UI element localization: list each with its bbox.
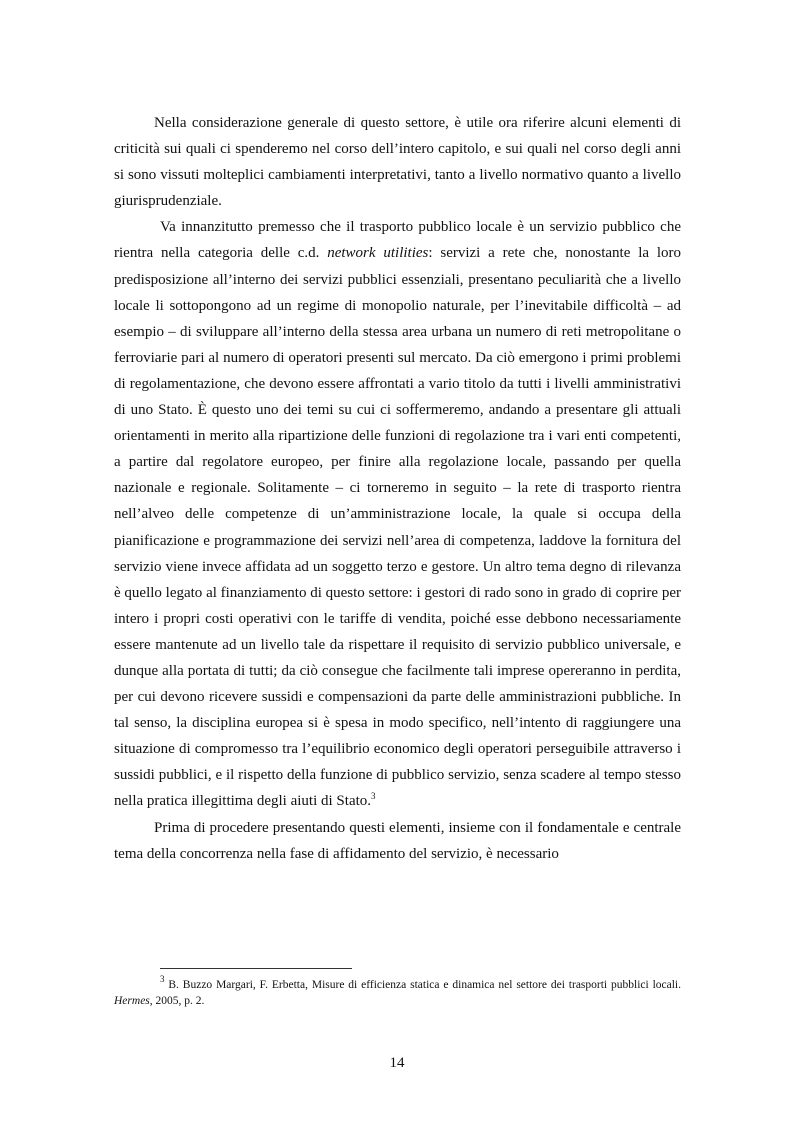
paragraph-2 [114,214,681,814]
page-number: 14 [389,1055,405,1071]
paragraph-2-text-b: : servizi a rete che, nonostante la loro predisposizione all’interno dei servizi pubblici essenziali, presentano peculiarità che a livello locale li sottopongono ad un regime di monopolio naturale, per l’inevitabile difficoltà – ad esempio – di sviluppare all’interno della stessa area urbana un numero di reti metropolitane o ferroviarie pari al numero di operatori presenti sul mercato. Da ciò emergono i primi problemi di regolamentazione, che devono essere affrontati a vario titolo da tutti i livelli amministrativi di uno Stato. È questo uno dei temi su cui ci soffermeremo, andando a presentare gli attuali orientamenti in merito alla ripartizione delle funzioni di regolazione tra i vari enti competenti, a partire dal regolatore europeo, per finire alla regolazione locale, passando per quella nazionale e regionale. Solitamente – ci torneremo in seguito – la rete di trasporto rientra nell’alveo delle competenze di un’amministrazione locale, la quale si occupa della pianificazione e programmazione dei servizi nell’area di competenza, laddove la fornitura del servizio viene invece affidata ad un soggetto terzo e gestore. Un altro tema degno di rilevanza è quello legato al finanziamento di questo settore: i gestori di rado sono in grado di coprire per intero i propri costi operativi con le tariffe di vendita, poiché esse debbono necessariamente essere mantenute ad un livello tale da rispettare il requisito di servizio pubblico universale, e dunque alla portata di tutti; da ciò consegue che facilmente tali imprese opereranno in perdita, per cui devono ricevere sussidi e compensazioni da parte delle amministrazioni pubbliche. In tal senso, la disciplina europea si è spesa in modo specifico, nell’intento di raggiungere una situazione di compromesso tra l’equilibrio economico degli operatori perseguibile attraverso i sussidi pubblici, e il rispetto della funzione di pubblico servizio, senza scadere al tempo stesso nella pratica illegittima degli aiuti di Stato. [114,245,682,810]
footnote-reference: 3 [371,791,376,802]
footnote-text-a: B. Buzzo Margari, F. Erbetta, Misure di efficienza statica e dinamica nel settore dei trasporti pubblici locali. [164,979,681,991]
footnote-text-b: , 2005, p. 2. [149,995,205,1007]
network-utilities-term: network utilities [327,245,429,262]
footnote-journal: Hermes [114,995,150,1007]
paragraph-2-text-a: Va innanzitutto premesso che il trasporto pubblico locale è un servizio pubblico che rientra nella categoria delle c.d. [114,219,681,262]
paragraph-1: Nella considerazione generale di questo settore, è utile ora riferire alcuni elementi di criticità sui quali ci spenderemo nel corso dell’intero capitolo, e sui quali nel corso degli anni si sono vissuti molteplici cambiamenti interpretativi, tanto a livello normativo quanto a livello giurisprudenziale. [114,115,681,210]
paragraph-3: Prima di procedere presentando questi elementi, insieme con il fondamentale e centrale tema della concorrenza nella fase di affidamento del servizio, è necessario [114,819,681,862]
footnote [114,974,681,1009]
footnote-separator [160,968,352,969]
body-text [114,110,681,867]
footnote-number: 3 [160,974,165,984]
